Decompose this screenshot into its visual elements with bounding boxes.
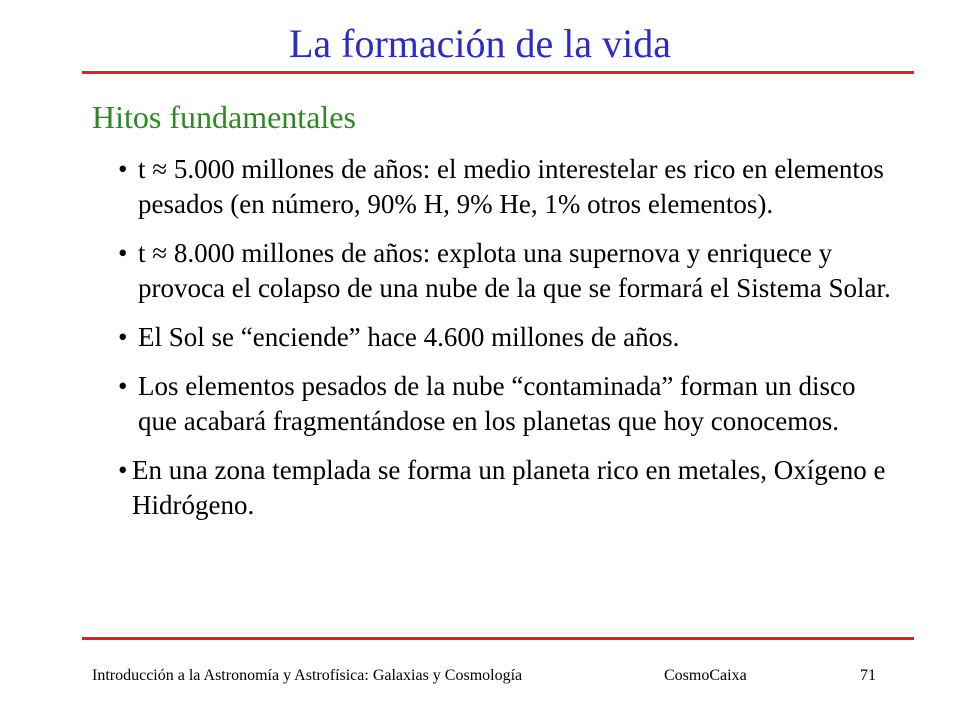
page-number: 71	[860, 667, 876, 684]
bullet-marker: •	[118, 322, 128, 352]
bullet-text: t ≈ 8.000 millones de años: explota una supernova y enriquece y provoca el colapso de una nube de la que se formará el Sistema Solar.	[138, 238, 891, 303]
bullet-item	[96, 152, 896, 222]
bullet-marker: •	[118, 371, 128, 401]
top-divider	[82, 71, 914, 74]
footer-course-name: Introducción a la Astronomía y Astrofísica: Galaxias y Cosmología	[92, 667, 523, 684]
bullet-item	[96, 236, 896, 306]
bottom-divider	[82, 637, 914, 640]
slide-footer	[0, 666, 960, 686]
footer-venue: CosmoCaixa	[664, 667, 747, 684]
bullet-text: El Sol se “enciende” hace 4.600 millones de años.	[138, 322, 680, 352]
slide-title: La formación de la vida	[288, 21, 672, 66]
bullet-text: t ≈ 5.000 millones de años: el medio interestelar es rico en elementos pesados (en número, 90% H, 9% He, 1% otros elementos).	[138, 154, 884, 219]
bullet-marker: •	[118, 154, 128, 184]
bullet-item	[96, 369, 896, 439]
bullet-list	[96, 152, 896, 537]
bullet-item	[96, 453, 896, 523]
bullet-text: En una zona templada se forma un planeta rico en metales, Oxígeno e Hidrógeno.	[132, 455, 886, 520]
bullet-text: Los elementos pesados de la nube “contaminada” forman un disco que acabará fragmentándose en los planetas que hoy conocemos.	[138, 371, 856, 436]
bullet-marker: •	[118, 455, 128, 485]
bullet-marker: •	[118, 238, 128, 268]
section-subtitle: Hitos fundamentales	[92, 99, 356, 135]
bullet-item	[96, 320, 896, 355]
